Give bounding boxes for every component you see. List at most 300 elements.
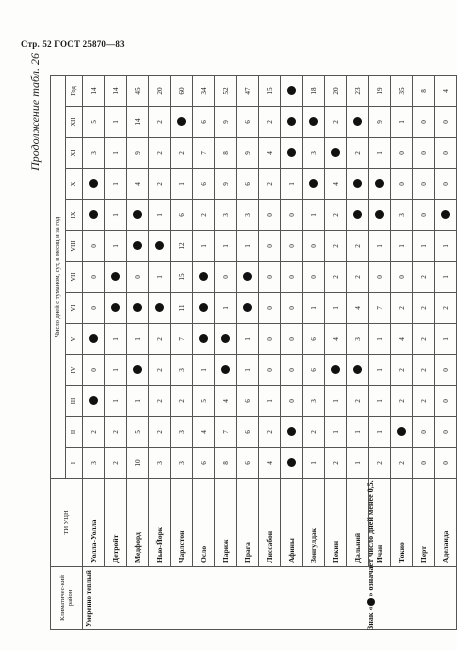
value-cell: 1 bbox=[149, 262, 171, 293]
value-cell: 9 bbox=[215, 169, 237, 200]
value-cell: 0 bbox=[303, 262, 325, 293]
month-header-0: I bbox=[66, 448, 83, 479]
value-cell: 14 bbox=[105, 76, 127, 107]
value-cell: 1 bbox=[369, 386, 391, 417]
value-cell: 2 bbox=[105, 448, 127, 479]
value-cell: 0 bbox=[435, 355, 457, 386]
value-cell: 0 bbox=[259, 355, 281, 386]
value-cell: 6 bbox=[193, 107, 215, 138]
value-cell: 2 bbox=[83, 417, 105, 448]
value-cell: 60 bbox=[171, 76, 193, 107]
value-cell: 1 bbox=[435, 324, 457, 355]
footnote bbox=[366, 480, 375, 630]
value-cell: 0 bbox=[435, 417, 457, 448]
value-cell: 7 bbox=[193, 138, 215, 169]
value-cell: 2 bbox=[413, 355, 435, 386]
value-cell: 1 bbox=[105, 138, 127, 169]
value-cell: 1 bbox=[325, 386, 347, 417]
value-cell: 10 bbox=[127, 448, 149, 479]
dot-icon bbox=[243, 304, 252, 313]
value-cell-dot bbox=[325, 138, 347, 169]
value-cell: 18 bbox=[303, 76, 325, 107]
value-cell: 1 bbox=[105, 355, 127, 386]
value-cell: 0 bbox=[281, 200, 303, 231]
value-cell: 2 bbox=[369, 448, 391, 479]
value-cell: 1 bbox=[127, 386, 149, 417]
value-cell-dot bbox=[303, 169, 325, 200]
dot-icon bbox=[199, 335, 208, 344]
value-cell: 34 bbox=[193, 76, 215, 107]
city-name: Уолла-Уолла bbox=[83, 479, 105, 567]
city-name: Медфорд bbox=[127, 479, 149, 567]
value-cell: 4 bbox=[259, 138, 281, 169]
value-cell: 1 bbox=[105, 231, 127, 262]
value-cell: 1 bbox=[369, 417, 391, 448]
value-cell: 2 bbox=[149, 355, 171, 386]
value-cell: 1 bbox=[259, 386, 281, 417]
dot-icon bbox=[353, 366, 362, 375]
page-header: Стр. 52 ГОСТ 25870—83 bbox=[21, 39, 125, 49]
value-cell-dot bbox=[127, 293, 149, 324]
value-cell: 4 bbox=[347, 293, 369, 324]
dot-icon bbox=[353, 118, 362, 127]
value-cell: 2 bbox=[193, 200, 215, 231]
value-cell: 1 bbox=[171, 169, 193, 200]
dot-icon bbox=[89, 211, 98, 220]
value-cell: 1 bbox=[105, 107, 127, 138]
value-cell: 1 bbox=[105, 386, 127, 417]
value-cell-dot bbox=[127, 355, 149, 386]
value-cell: 0 bbox=[281, 355, 303, 386]
value-cell: 0 bbox=[413, 417, 435, 448]
table-continuation-title: Продолжение табл. 26 bbox=[28, 53, 42, 171]
value-cell: 0 bbox=[435, 107, 457, 138]
dot-icon bbox=[331, 366, 340, 375]
value-cell: 0 bbox=[259, 293, 281, 324]
dot-icon bbox=[243, 273, 252, 282]
table-row bbox=[83, 76, 105, 630]
dot-icon bbox=[199, 304, 208, 313]
value-cell: 0 bbox=[391, 262, 413, 293]
dot-icon bbox=[133, 242, 142, 251]
month-header-12: Год bbox=[66, 76, 83, 107]
value-cell: 4 bbox=[193, 417, 215, 448]
value-cell-dot bbox=[435, 200, 457, 231]
value-cell: 20 bbox=[149, 76, 171, 107]
value-cell: 3 bbox=[149, 448, 171, 479]
value-cell: 3 bbox=[215, 200, 237, 231]
value-cell: 0 bbox=[83, 293, 105, 324]
dot-icon bbox=[133, 211, 142, 220]
city-name: Афины bbox=[281, 479, 303, 567]
value-cell: 4 bbox=[325, 169, 347, 200]
value-cell: 8 bbox=[215, 448, 237, 479]
value-cell-dot bbox=[237, 293, 259, 324]
value-cell: 3 bbox=[391, 200, 413, 231]
value-cell: 0 bbox=[281, 231, 303, 262]
value-cell: 9 bbox=[369, 107, 391, 138]
rotated-table-block bbox=[28, 35, 450, 630]
value-cell: 3 bbox=[171, 355, 193, 386]
value-cell: 2 bbox=[325, 262, 347, 293]
value-cell: 1 bbox=[127, 324, 149, 355]
value-cell: 0 bbox=[259, 231, 281, 262]
month-group-header: Число дней с туманом, сут, в месяц и за год bbox=[51, 76, 66, 479]
dot-icon bbox=[111, 304, 120, 313]
value-cell: 35 bbox=[391, 76, 413, 107]
value-cell: 2 bbox=[259, 107, 281, 138]
value-cell: 1 bbox=[369, 231, 391, 262]
value-cell: 9 bbox=[215, 107, 237, 138]
value-cell-dot bbox=[83, 324, 105, 355]
table-row bbox=[259, 76, 281, 630]
value-cell: 2 bbox=[149, 417, 171, 448]
value-cell: 1 bbox=[215, 293, 237, 324]
value-cell: 2 bbox=[325, 448, 347, 479]
value-cell: 4 bbox=[215, 386, 237, 417]
city-name: Лиссабон bbox=[259, 479, 281, 567]
value-cell: 6 bbox=[237, 107, 259, 138]
value-cell-dot bbox=[215, 355, 237, 386]
city-name: Пекин bbox=[325, 479, 347, 567]
value-cell: 1 bbox=[435, 231, 457, 262]
value-cell: 0 bbox=[303, 231, 325, 262]
dot-icon bbox=[441, 211, 450, 220]
value-cell: 0 bbox=[413, 138, 435, 169]
value-cell: 0 bbox=[435, 169, 457, 200]
value-cell: 2 bbox=[149, 107, 171, 138]
value-cell: 2 bbox=[391, 448, 413, 479]
value-cell: 1 bbox=[281, 169, 303, 200]
value-cell-dot bbox=[281, 448, 303, 479]
value-cell: 4 bbox=[391, 324, 413, 355]
value-cell: 3 bbox=[347, 324, 369, 355]
value-cell: 2 bbox=[259, 169, 281, 200]
value-cell: 11 bbox=[171, 293, 193, 324]
value-cell: 2 bbox=[347, 386, 369, 417]
value-cell: 2 bbox=[259, 417, 281, 448]
value-cell: 23 bbox=[347, 76, 369, 107]
value-cell: 0 bbox=[83, 355, 105, 386]
value-cell: 4 bbox=[127, 169, 149, 200]
month-header-8: IX bbox=[66, 200, 83, 231]
value-cell-dot bbox=[193, 262, 215, 293]
value-cell: 2 bbox=[413, 324, 435, 355]
value-cell-dot bbox=[237, 262, 259, 293]
value-cell: 12 bbox=[171, 231, 193, 262]
value-cell: 6 bbox=[303, 324, 325, 355]
value-cell: 7 bbox=[171, 324, 193, 355]
value-cell: 1 bbox=[391, 107, 413, 138]
value-cell: 1 bbox=[193, 231, 215, 262]
dot-icon bbox=[155, 304, 164, 313]
value-cell: 2 bbox=[171, 386, 193, 417]
value-cell: 3 bbox=[237, 200, 259, 231]
value-cell: 0 bbox=[391, 169, 413, 200]
dot-icon bbox=[287, 87, 296, 96]
value-cell: 1 bbox=[237, 324, 259, 355]
value-cell: 6 bbox=[237, 417, 259, 448]
month-header-1: II bbox=[66, 417, 83, 448]
value-cell: 9 bbox=[127, 138, 149, 169]
value-cell-dot bbox=[127, 231, 149, 262]
dot-icon bbox=[287, 118, 296, 127]
value-cell-dot bbox=[149, 231, 171, 262]
value-cell: 1 bbox=[325, 293, 347, 324]
fog-days-table bbox=[50, 75, 457, 630]
value-cell: 3 bbox=[171, 448, 193, 479]
value-cell: 15 bbox=[171, 262, 193, 293]
table-row bbox=[127, 76, 149, 630]
value-cell: 0 bbox=[369, 262, 391, 293]
dot-icon bbox=[199, 273, 208, 282]
value-cell-dot bbox=[105, 262, 127, 293]
footnote-prefix: Знак « bbox=[366, 606, 375, 630]
value-cell: 6 bbox=[193, 448, 215, 479]
value-cell: 0 bbox=[413, 169, 435, 200]
dot-icon bbox=[133, 366, 142, 375]
value-cell: 0 bbox=[281, 262, 303, 293]
value-cell: 2 bbox=[347, 262, 369, 293]
city-name: Прага bbox=[237, 479, 259, 567]
value-cell-dot bbox=[215, 324, 237, 355]
value-cell: 1 bbox=[369, 324, 391, 355]
value-cell: 2 bbox=[171, 138, 193, 169]
value-cell: 2 bbox=[149, 169, 171, 200]
value-cell: 1 bbox=[347, 448, 369, 479]
month-header-10: XI bbox=[66, 138, 83, 169]
city-name: Перт bbox=[413, 479, 435, 567]
zone-header: Климатичес-кий район bbox=[51, 567, 83, 630]
value-cell-dot bbox=[83, 200, 105, 231]
value-cell: 6 bbox=[171, 200, 193, 231]
value-cell: 4 bbox=[325, 324, 347, 355]
value-cell: 0 bbox=[391, 138, 413, 169]
value-cell: 2 bbox=[325, 107, 347, 138]
value-cell: 20 bbox=[325, 76, 347, 107]
city-name: Чарлстон bbox=[171, 479, 193, 567]
value-cell-dot bbox=[281, 417, 303, 448]
value-cell: 3 bbox=[83, 138, 105, 169]
value-cell: 0 bbox=[83, 231, 105, 262]
value-cell: 14 bbox=[127, 107, 149, 138]
month-header-3: IV bbox=[66, 355, 83, 386]
value-cell: 1 bbox=[369, 138, 391, 169]
dot-icon bbox=[287, 149, 296, 158]
value-cell: 1 bbox=[369, 355, 391, 386]
dot-icon bbox=[177, 118, 186, 127]
city-name: Нью-Йорк bbox=[149, 479, 171, 567]
value-cell-dot bbox=[325, 355, 347, 386]
value-cell: 1 bbox=[435, 262, 457, 293]
value-cell: 2 bbox=[391, 386, 413, 417]
value-cell: 0 bbox=[413, 200, 435, 231]
value-cell: 0 bbox=[435, 138, 457, 169]
dot-symbol-icon bbox=[367, 598, 375, 606]
value-cell: 52 bbox=[215, 76, 237, 107]
city-name: Ичан bbox=[369, 479, 391, 567]
value-cell: 2 bbox=[149, 386, 171, 417]
city-name: Аделаида bbox=[435, 479, 457, 567]
value-cell: 1 bbox=[391, 231, 413, 262]
table-row bbox=[193, 76, 215, 630]
value-cell-dot bbox=[347, 200, 369, 231]
value-cell: 19 bbox=[369, 76, 391, 107]
value-cell: 2 bbox=[413, 386, 435, 417]
dot-icon bbox=[375, 180, 384, 189]
value-cell: 0 bbox=[83, 262, 105, 293]
value-cell-dot bbox=[303, 107, 325, 138]
value-cell: 1 bbox=[237, 231, 259, 262]
value-cell-dot bbox=[281, 107, 303, 138]
value-cell-dot bbox=[83, 386, 105, 417]
dot-icon bbox=[353, 180, 362, 189]
table-row bbox=[149, 76, 171, 630]
value-cell: 2 bbox=[325, 231, 347, 262]
value-cell: 0 bbox=[259, 200, 281, 231]
table-row bbox=[215, 76, 237, 630]
dot-icon bbox=[309, 118, 318, 127]
value-cell: 1 bbox=[105, 200, 127, 231]
month-header-2: III bbox=[66, 386, 83, 417]
value-cell-dot bbox=[347, 169, 369, 200]
dot-icon bbox=[309, 180, 318, 189]
dot-icon bbox=[331, 149, 340, 158]
value-cell-dot bbox=[391, 417, 413, 448]
table-row bbox=[237, 76, 259, 630]
value-cell: 1 bbox=[347, 417, 369, 448]
value-cell: 2 bbox=[149, 324, 171, 355]
value-cell: 2 bbox=[413, 262, 435, 293]
value-cell: 4 bbox=[435, 76, 457, 107]
value-cell: 2 bbox=[149, 138, 171, 169]
table-row bbox=[303, 76, 325, 630]
value-cell: 47 bbox=[237, 76, 259, 107]
value-cell: 2 bbox=[391, 293, 413, 324]
value-cell: 1 bbox=[215, 231, 237, 262]
value-cell: 45 bbox=[127, 76, 149, 107]
dot-icon bbox=[375, 211, 384, 220]
value-cell-dot bbox=[149, 293, 171, 324]
dot-icon bbox=[221, 335, 230, 344]
value-cell: 0 bbox=[281, 324, 303, 355]
table-row bbox=[391, 76, 413, 630]
value-cell-dot bbox=[171, 107, 193, 138]
value-cell: 1 bbox=[303, 200, 325, 231]
value-cell: 1 bbox=[149, 200, 171, 231]
value-cell: 3 bbox=[171, 417, 193, 448]
dot-icon bbox=[89, 180, 98, 189]
value-cell: 0 bbox=[413, 107, 435, 138]
value-cell-dot bbox=[127, 200, 149, 231]
month-header-5: VI bbox=[66, 293, 83, 324]
dot-icon bbox=[89, 397, 98, 406]
value-cell-dot bbox=[369, 200, 391, 231]
dot-icon bbox=[221, 366, 230, 375]
month-header-4: V bbox=[66, 324, 83, 355]
value-cell: 1 bbox=[193, 355, 215, 386]
value-cell: 1 bbox=[105, 169, 127, 200]
value-cell: 2 bbox=[435, 293, 457, 324]
dot-icon bbox=[155, 242, 164, 251]
value-cell: 5 bbox=[127, 417, 149, 448]
value-cell: 2 bbox=[391, 355, 413, 386]
value-cell: 6 bbox=[237, 386, 259, 417]
value-cell-dot bbox=[193, 293, 215, 324]
value-cell-dot bbox=[281, 76, 303, 107]
value-cell-dot bbox=[369, 169, 391, 200]
value-cell: 6 bbox=[303, 355, 325, 386]
value-cell: 2 bbox=[303, 417, 325, 448]
month-header-7: VIII bbox=[66, 231, 83, 262]
value-cell-dot bbox=[105, 293, 127, 324]
value-cell: 4 bbox=[259, 448, 281, 479]
value-cell: 1 bbox=[237, 355, 259, 386]
value-cell: 0 bbox=[435, 386, 457, 417]
value-cell: 3 bbox=[83, 448, 105, 479]
month-header-11: XII bbox=[66, 107, 83, 138]
value-cell: 0 bbox=[259, 262, 281, 293]
month-header-6: VII bbox=[66, 262, 83, 293]
value-cell: 0 bbox=[281, 386, 303, 417]
footnote-suffix: » означает число дней менее 0,5. bbox=[366, 480, 375, 597]
dot-icon bbox=[111, 273, 120, 282]
value-cell: 0 bbox=[215, 262, 237, 293]
value-cell: 3 bbox=[303, 138, 325, 169]
value-cell: 2 bbox=[105, 417, 127, 448]
value-cell: 7 bbox=[215, 417, 237, 448]
value-cell: 6 bbox=[193, 169, 215, 200]
table-row bbox=[413, 76, 435, 630]
value-cell: 1 bbox=[303, 448, 325, 479]
city-name: Токио bbox=[391, 479, 413, 567]
value-cell-dot bbox=[347, 107, 369, 138]
city-name: Детройт bbox=[105, 479, 127, 567]
dot-icon bbox=[133, 304, 142, 313]
value-cell: 3 bbox=[303, 386, 325, 417]
value-cell: 9 bbox=[237, 138, 259, 169]
value-cell: 7 bbox=[369, 293, 391, 324]
value-cell: 5 bbox=[193, 386, 215, 417]
value-cell: 1 bbox=[303, 293, 325, 324]
city-name: Осло bbox=[193, 479, 215, 567]
table-body bbox=[83, 76, 457, 630]
city-name: Дальний bbox=[347, 479, 369, 567]
value-cell: 0 bbox=[435, 448, 457, 479]
value-cell: 6 bbox=[237, 448, 259, 479]
value-cell: 1 bbox=[105, 324, 127, 355]
value-cell: 2 bbox=[347, 138, 369, 169]
value-cell: 6 bbox=[237, 169, 259, 200]
month-header-9: X bbox=[66, 169, 83, 200]
table-row bbox=[435, 76, 457, 630]
value-cell: 2 bbox=[413, 293, 435, 324]
value-cell-dot bbox=[281, 138, 303, 169]
dot-icon bbox=[89, 335, 98, 344]
value-cell-dot bbox=[193, 324, 215, 355]
dot-icon bbox=[353, 211, 362, 220]
value-cell: 0 bbox=[413, 448, 435, 479]
city-header: ТИ УЦН bbox=[51, 479, 83, 567]
value-cell-dot bbox=[347, 355, 369, 386]
dot-icon bbox=[397, 428, 406, 437]
value-cell: 14 bbox=[83, 76, 105, 107]
table-row bbox=[281, 76, 303, 630]
dot-icon bbox=[287, 428, 296, 437]
dot-icon bbox=[287, 459, 296, 468]
value-cell: 0 bbox=[259, 324, 281, 355]
value-cell: 5 bbox=[83, 107, 105, 138]
